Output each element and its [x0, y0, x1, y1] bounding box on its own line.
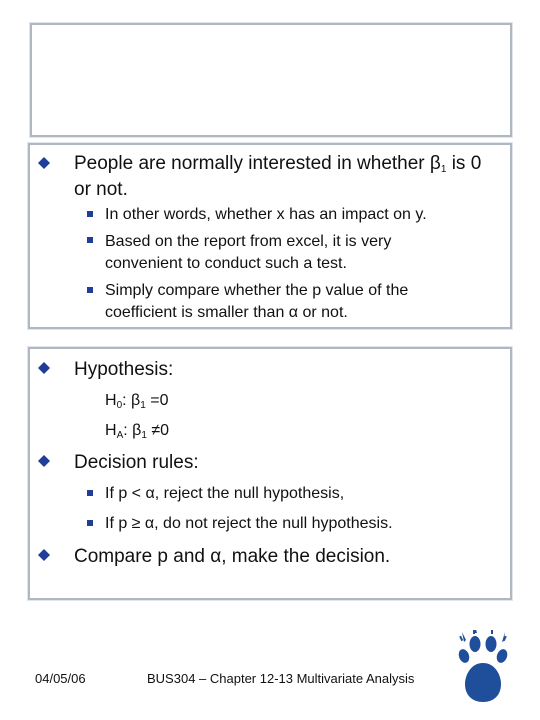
footer-date: 04/05/06	[35, 671, 86, 686]
sub-point-3-cont: coefficient is smaller than α or not.	[105, 304, 348, 321]
sub-point-2-cont: convenient to conduct such a test.	[105, 255, 347, 272]
square-bullet-icon	[87, 237, 93, 243]
paw-print-icon	[455, 630, 511, 704]
main-point-line1	[74, 154, 481, 175]
h0-value: =0	[145, 392, 169, 409]
ha-beta-subscript: 1	[141, 430, 147, 441]
ha-value: ≠0	[146, 422, 170, 439]
square-bullet-icon	[87, 520, 93, 526]
diamond-bullet-icon	[38, 362, 50, 374]
hypothesis-heading: Hypothesis:	[74, 359, 174, 380]
title-placeholder	[30, 23, 512, 137]
h0-letter: H	[105, 392, 117, 409]
decision-rules-heading: Decision rules:	[74, 452, 199, 473]
square-bullet-icon	[87, 287, 93, 293]
h0-beta: : β	[122, 392, 141, 409]
square-bullet-icon	[87, 211, 93, 217]
h0-beta-subscript: 1	[140, 400, 146, 411]
square-bullet-icon	[87, 490, 93, 496]
decision-rule-2: If p ≥ α, do not reject the null hypothesis.	[105, 515, 393, 532]
diamond-bullet-icon	[38, 157, 50, 169]
decision-rule-1: If p < α, reject the null hypothesis,	[105, 485, 345, 502]
diamond-bullet-icon	[38, 549, 50, 561]
footer-course: BUS304 – Chapter 12-13 Multivariate Analysis	[147, 671, 415, 686]
diamond-bullet-icon	[38, 455, 50, 467]
main-point-end: is 0	[446, 153, 482, 174]
beta-subscript: 1	[440, 164, 447, 175]
sub-point-3: Simply compare whether the p value of the	[105, 282, 409, 299]
ha-beta: : β	[123, 422, 142, 439]
h0-subscript: 0	[116, 400, 123, 411]
null-hypothesis	[105, 393, 168, 411]
ha-subscript: A	[116, 430, 124, 441]
alternative-hypothesis	[105, 423, 169, 441]
sub-point-2: Based on the report from excel, it is very	[105, 233, 392, 250]
sub-point-1: In other words, whether x has an impact on y.	[105, 206, 427, 223]
main-point-text: People are normally interested in whether β	[74, 153, 441, 174]
ha-letter: H	[105, 422, 117, 439]
main-point-line2: or not.	[74, 179, 128, 200]
final-point: Compare p and α, make the decision.	[74, 546, 391, 567]
